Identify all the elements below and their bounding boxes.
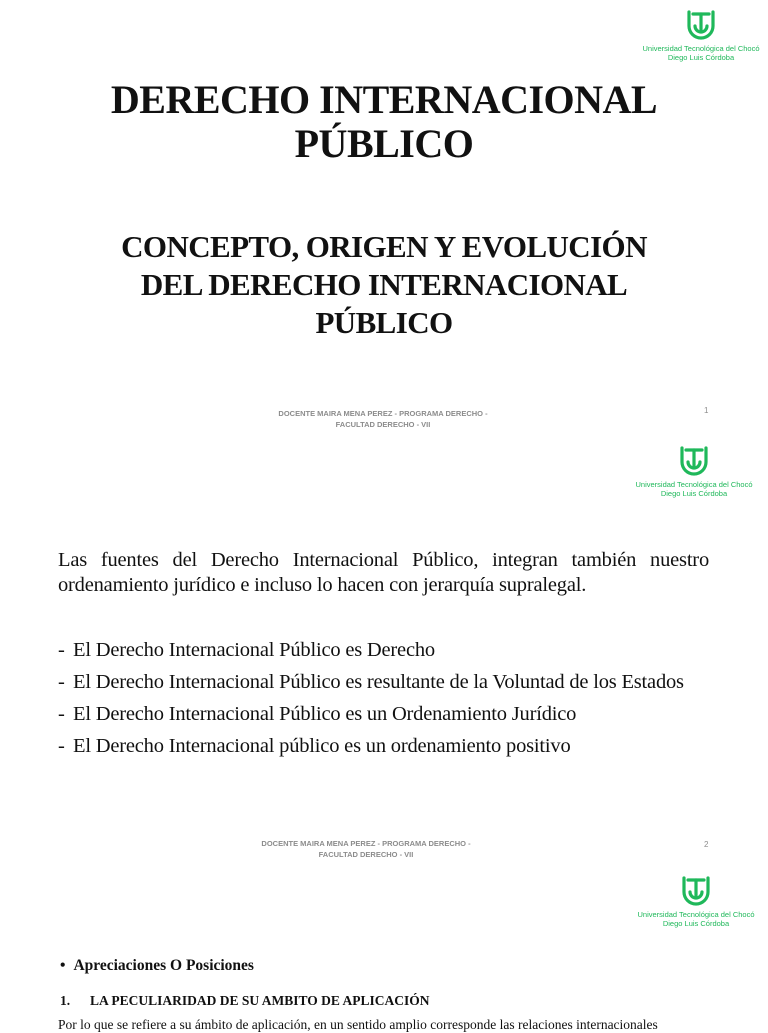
list-item bbox=[58, 734, 709, 758]
list-item bbox=[58, 702, 709, 726]
footer-line-1: DOCENTE MAIRA MENA PEREZ - PROGRAMA DERECHO - bbox=[261, 839, 471, 848]
footer-line-2: FACULTAD DERECHO - VII bbox=[335, 420, 431, 429]
logo-university-subname: Diego Luis Córdoba bbox=[662, 919, 730, 928]
logo-university-subname: Diego Luis Córdoba bbox=[660, 489, 728, 498]
bullet-dot-icon: • bbox=[60, 957, 66, 974]
slide-3-body-text: Por lo que se refiere a su ámbito de aplicación, en un sentido amplio corresponde las relaciones internacionales bbox=[58, 1017, 658, 1032]
slide-2-page-number: 2 bbox=[704, 840, 709, 849]
slide-1-footer bbox=[253, 408, 513, 430]
university-emblem-icon bbox=[676, 872, 716, 910]
university-logo bbox=[631, 6, 768, 62]
title-line-2: PÚBLICO bbox=[294, 121, 474, 166]
slide-3-heading bbox=[60, 957, 254, 975]
university-emblem-icon bbox=[681, 6, 721, 44]
list-item bbox=[58, 638, 709, 662]
university-emblem-icon bbox=[674, 442, 714, 480]
list-item-text: El Derecho Internacional Público es Derecho bbox=[73, 639, 435, 661]
list-item-text: El Derecho Internacional Público es un Ordenamiento Jurídico bbox=[73, 703, 577, 725]
logo-university-name: Universidad Tecnológica del Chocó bbox=[635, 480, 753, 489]
subtitle-line-3: PÚBLICO bbox=[315, 305, 453, 340]
logo-university-subname: Diego Luis Córdoba bbox=[667, 53, 735, 62]
slide-3 bbox=[0, 864, 768, 1032]
title-line-1: DERECHO INTERNACIONAL bbox=[110, 77, 658, 122]
dash-bullet-icon: - bbox=[58, 639, 65, 661]
slide-1 bbox=[0, 0, 768, 432]
university-logo bbox=[624, 442, 764, 498]
slide-3-numbered-item bbox=[60, 993, 430, 1009]
university-logo bbox=[626, 872, 766, 928]
dash-bullet-icon: - bbox=[58, 671, 65, 693]
slide-1-subtitle bbox=[84, 228, 684, 342]
slide-2-footer bbox=[236, 838, 496, 860]
list-item-text: El Derecho Internacional Público es resultante de la Voluntad de los Estados bbox=[73, 671, 684, 693]
item-title: LA PECULIARIDAD DE SU AMBITO DE APLICACIÓN bbox=[90, 993, 430, 1008]
footer-line-1: DOCENTE MAIRA MENA PEREZ - PROGRAMA DERECHO - bbox=[278, 409, 488, 418]
slide-2-intro-paragraph: Las fuentes del Derecho Internacional Público, integran también nuestro ordenamiento jurídico e incluso lo hacen con jerarquía supralegal. bbox=[58, 549, 709, 596]
slide-2-bullet-list bbox=[58, 638, 709, 758]
logo-university-name: Universidad Tecnológica del Chocó bbox=[637, 910, 755, 919]
list-item-text: El Derecho Internacional público es un ordenamiento positivo bbox=[73, 735, 571, 757]
slide-1-page-number: 1 bbox=[704, 406, 709, 415]
list-item bbox=[58, 670, 709, 694]
slide-2 bbox=[0, 432, 768, 864]
subtitle-line-2: DEL DERECHO INTERNACIONAL bbox=[140, 267, 628, 302]
item-number: 1. bbox=[60, 993, 71, 1008]
slide-3-heading-text: Apreciaciones O Posiciones bbox=[73, 957, 254, 974]
dash-bullet-icon: - bbox=[58, 703, 65, 725]
footer-line-2: FACULTAD DERECHO - VII bbox=[318, 850, 414, 859]
logo-university-name: Universidad Tecnológica del Chocó bbox=[642, 44, 760, 53]
subtitle-line-1: CONCEPTO, ORIGEN Y EVOLUCIÓN bbox=[121, 229, 647, 264]
slide-1-title bbox=[84, 78, 684, 166]
dash-bullet-icon: - bbox=[58, 735, 65, 757]
